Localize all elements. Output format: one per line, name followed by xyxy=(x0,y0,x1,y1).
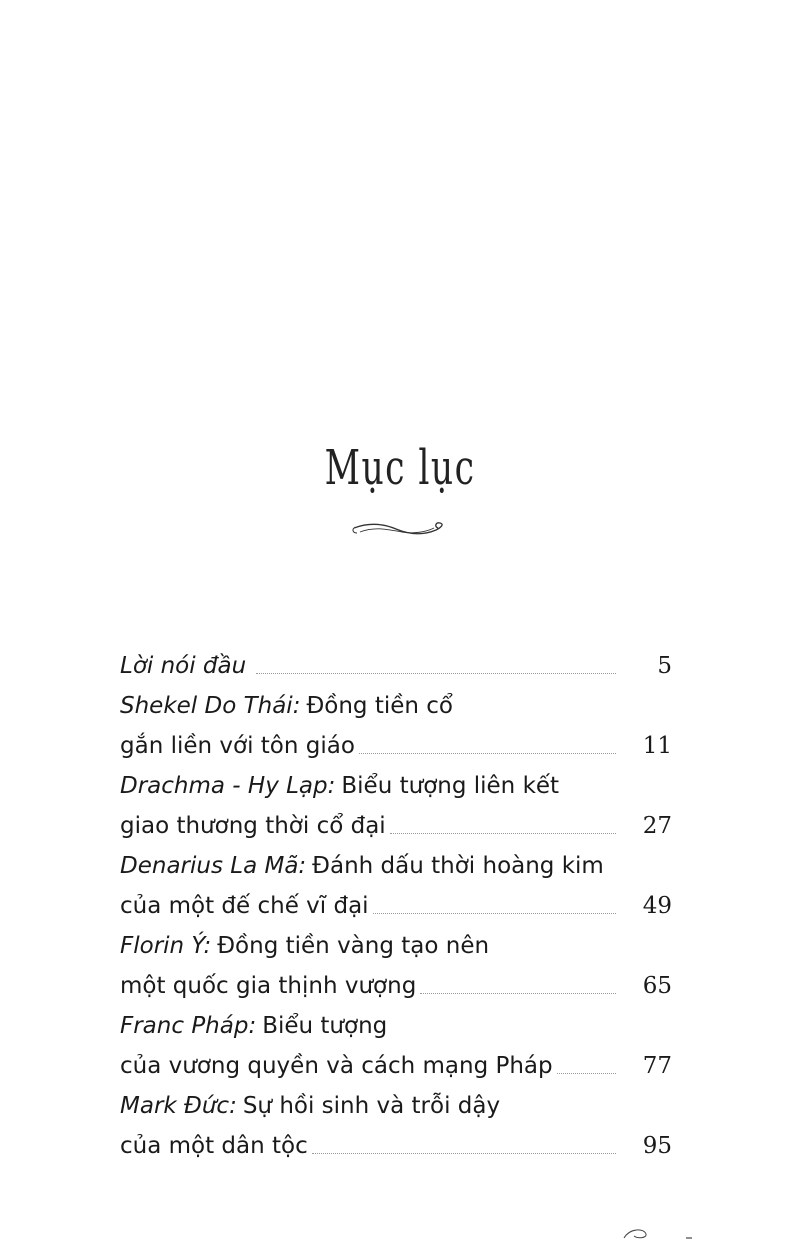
toc-line xyxy=(120,840,672,880)
toc-line xyxy=(120,640,672,680)
toc-page-number: 65 xyxy=(642,973,672,999)
toc-line xyxy=(120,1000,672,1040)
toc-page-number: 11 xyxy=(642,733,672,759)
toc-entry-text: của vương quyền và cách mạng Pháp xyxy=(120,1053,553,1079)
dot-leader xyxy=(312,1152,616,1154)
toc-line xyxy=(120,1120,672,1160)
toc-entry-lead: Florin Ý: xyxy=(120,933,212,959)
page-title: Mục lục xyxy=(324,440,476,496)
toc-entry-text: Đồng tiền cổ xyxy=(306,693,453,719)
toc-entry-lead: Mark Đức: xyxy=(120,1093,237,1119)
dot-leader xyxy=(373,912,616,914)
toc-entry-lead: Denarius La Mã: xyxy=(120,853,307,879)
toc-line xyxy=(120,720,672,760)
toc-entry-text: Sự hồi sinh và trỗi dậy xyxy=(242,1093,501,1119)
toc-line xyxy=(120,880,672,920)
toc-entry-lead: Franc Pháp: xyxy=(120,1013,257,1039)
toc-line xyxy=(120,680,672,720)
ornament-flourish-icon xyxy=(350,512,450,542)
dot-leader xyxy=(557,1072,616,1074)
dot-leader xyxy=(256,672,616,674)
toc-page-number: 77 xyxy=(642,1053,672,1079)
toc-entry-text: của một dân tộc xyxy=(120,1133,308,1159)
toc-page-number: 5 xyxy=(657,653,672,679)
dot-leader xyxy=(420,992,616,994)
toc-page-number: 49 xyxy=(642,893,672,919)
toc-line xyxy=(120,1080,672,1120)
toc-entry-text: Đánh dấu thời hoàng kim xyxy=(312,853,604,879)
toc-entry-text: Biểu tượng xyxy=(262,1013,388,1039)
page-corner-mark-icon xyxy=(620,1222,700,1242)
table-of-contents xyxy=(120,640,672,1160)
toc-line xyxy=(120,760,672,800)
toc-entry-text: giao thương thời cổ đại xyxy=(120,813,386,839)
dot-leader xyxy=(390,832,616,834)
toc-page-number: 27 xyxy=(642,813,672,839)
toc-entry-lead: Lời nói đầu xyxy=(120,653,247,679)
toc-entry-text: một quốc gia thịnh vượng xyxy=(120,973,417,999)
toc-line xyxy=(120,1040,672,1080)
toc-entry-lead: Drachma - Hy Lạp: xyxy=(120,773,336,799)
toc-line xyxy=(120,960,672,1000)
toc-line xyxy=(120,920,672,960)
toc-page-number: 95 xyxy=(642,1133,672,1159)
toc-entry-text: gắn liền với tôn giáo xyxy=(120,733,355,759)
toc-entry-text: Đồng tiền vàng tạo nên xyxy=(217,933,490,959)
toc-entry-text: Biểu tượng liên kết xyxy=(341,773,560,799)
toc-entry-text: của một đế chế vĩ đại xyxy=(120,893,369,919)
dot-leader xyxy=(359,752,616,754)
toc-entry-lead: Shekel Do Thái: xyxy=(120,693,301,719)
toc-line xyxy=(120,800,672,840)
